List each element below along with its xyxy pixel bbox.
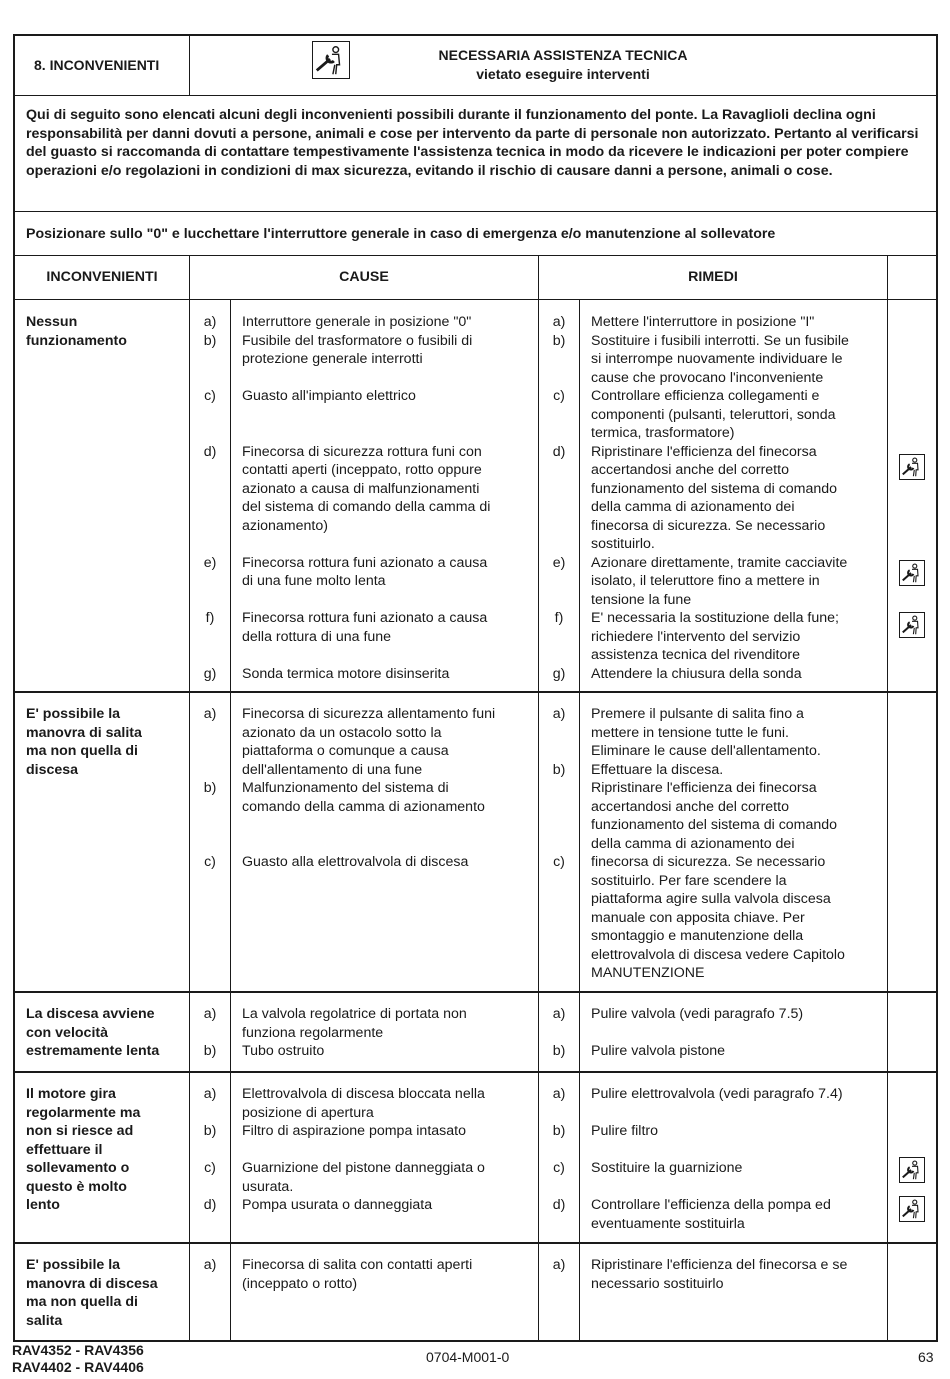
- remedy-text: Controllare l'efficienza della pompa ed: [591, 1197, 831, 1213]
- cause-text: (inceppato o rotto): [242, 1275, 358, 1292]
- cause-text: posizione di apertura: [242, 1104, 374, 1121]
- cause-text: Malfunzionamento del sistema di: [242, 780, 449, 796]
- cause-letter: c): [204, 1160, 216, 1176]
- cause-letter: b): [203, 1123, 217, 1139]
- remedy-text: Premere il pulsante di salita fino a: [591, 706, 804, 722]
- problem-label: La discesa avviene: [26, 1006, 155, 1022]
- problem-label: manovra di salita: [26, 724, 142, 741]
- problem-label: discesa: [26, 761, 79, 778]
- remedy-text: Sostituire la guarnizione: [591, 1160, 743, 1176]
- remedy-text: Azionare direttamente, tramite cacciavite: [591, 554, 848, 571]
- cause-text: Fusibile del trasformatore o fusibili di: [242, 332, 473, 349]
- problem-label: Il motore gira: [26, 1086, 116, 1102]
- remedy-text: Ripristinare l'efficienza del finecorsa e se: [591, 1257, 848, 1273]
- remedy-text: Pulire elettrovalvola (vedi paragrafo 7.4): [591, 1086, 843, 1102]
- col-header-causes: CAUSE: [339, 269, 389, 285]
- problem-label: manovra di discesa: [26, 1275, 158, 1292]
- remedy-letter: c): [553, 854, 565, 870]
- remedy-text: Eliminare le cause dell'allentamento.: [591, 743, 821, 759]
- col-header-remedies: RIMEDI: [688, 269, 738, 285]
- remedy-text: smontaggio e manutenzione della: [591, 928, 804, 944]
- remedy-text: MANUTENZIONE: [591, 965, 705, 981]
- technician-wrench-icon: [899, 1196, 925, 1222]
- cause-text: del sistema di comando della camma di: [242, 499, 491, 515]
- cause-letter: b): [203, 332, 217, 349]
- problem-label: E' possibile la: [26, 1257, 121, 1273]
- problem-label: non si riesce ad: [26, 1123, 134, 1139]
- cause-text: piattaforma o comunque a causa: [242, 743, 449, 759]
- cause-text: di una fune molto lenta: [242, 573, 386, 589]
- assistance-line-2: vietato eseguire interventi: [476, 66, 650, 82]
- remedy-letter: d): [552, 443, 566, 460]
- remedy-text: componenti (pulsanti, teleruttori, sonda: [591, 406, 836, 423]
- remedy-text: Pulire valvola (vedi paragrafo 7.5): [591, 1006, 804, 1022]
- remedy-text: cause che provocano l'inconveniente: [591, 369, 824, 386]
- cause-text: Sonda termica motore disinserita: [242, 665, 450, 682]
- cause-text: Finecorsa rottura funi azionato a causa: [242, 554, 488, 571]
- problem-label: effettuare il: [26, 1141, 103, 1158]
- remedy-letter: g): [552, 665, 566, 682]
- remedy-letter: b): [552, 1123, 566, 1139]
- cause-letter: a): [203, 1257, 217, 1273]
- cause-text: usurata.: [242, 1178, 294, 1195]
- cause-letter: b): [203, 780, 217, 796]
- remedy-text: accertandosi anche del corretto: [591, 798, 789, 815]
- cause-text: Pompa usurata o danneggiata: [242, 1197, 433, 1213]
- remedy-text: finecorsa di sicurezza. Se necessario: [591, 517, 826, 534]
- cause-letter: c): [204, 854, 216, 870]
- problem-label: regolarmente ma: [26, 1104, 141, 1121]
- remedy-letter: c): [553, 1160, 565, 1176]
- remedy-text: Controllare efficienza collegamenti e: [591, 388, 820, 404]
- section-title: 8. INCONVENIENTI: [34, 57, 160, 73]
- remedy-text: funzionamento del sistema di comando: [591, 480, 838, 497]
- cause-text: azionato da un ostacolo sotto la: [242, 724, 442, 741]
- remedy-text: si interrompe nuovamente individuare le: [591, 351, 843, 367]
- assistance-line-1: NECESSARIA ASSISTENZA TECNICA: [438, 47, 688, 63]
- cause-text: dell'allentamento di una fune: [242, 761, 423, 778]
- technician-wrench-icon: [312, 41, 350, 79]
- footer-models-line-1: RAV4352 - RAV4356: [12, 1342, 144, 1358]
- remedy-text: tensione la fune: [591, 591, 692, 608]
- footer-doc-code: 0704-M001-0: [426, 1349, 510, 1365]
- cause-text: protezione generale interrotti: [242, 351, 423, 367]
- cause-text: La valvola regolatrice di portata non: [242, 1006, 467, 1022]
- warning-text: Posizionare sullo "0" e lucchettare l'interruttore generale in caso di emergenza e/o manutenzione al sollevatore: [26, 226, 776, 242]
- remedy-letter: a): [552, 706, 566, 722]
- remedy-text: della camma di azionamento dei: [591, 499, 795, 515]
- technician-wrench-icon: [899, 454, 925, 480]
- remedy-letter: d): [552, 1197, 566, 1213]
- cause-text: della rottura di una fune: [242, 628, 392, 645]
- cause-letter: a): [203, 314, 217, 330]
- technician-wrench-icon: [899, 1157, 925, 1183]
- technician-wrench-icon: [899, 560, 925, 586]
- cause-text: Finecorsa rottura funi azionato a causa: [242, 610, 488, 626]
- cause-text: Tubo ostruito: [242, 1043, 325, 1059]
- technician-wrench-icon: [899, 612, 925, 638]
- problem-label: E' possibile la: [26, 706, 121, 722]
- remedy-text: sostituirlo. Per fare scendere la: [591, 872, 787, 889]
- cause-text: Interruttore generale in posizione "0": [242, 314, 472, 330]
- problem-label: Nessun: [26, 314, 78, 330]
- cause-text: funziona regolarmente: [242, 1024, 384, 1041]
- problem-label: salita: [26, 1312, 63, 1329]
- cause-letter: a): [203, 706, 217, 722]
- remedy-text: necessario sostituirlo: [591, 1275, 724, 1292]
- remedy-letter: a): [552, 1006, 566, 1022]
- cause-text: azionato a causa di malfunzionamenti: [242, 480, 480, 497]
- remedy-text: assistenza tecnica del rivenditore: [591, 647, 800, 663]
- cause-letter: a): [203, 1006, 217, 1022]
- remedy-letter: e): [552, 554, 566, 571]
- remedy-text: finecorsa di sicurezza. Se necessario: [591, 854, 826, 870]
- remedy-text: termica, trasformatore): [591, 425, 735, 441]
- remedy-text: mettere in tensione tutte le funi.: [591, 724, 789, 741]
- cause-text: Filtro di aspirazione pompa intasato: [242, 1123, 466, 1139]
- remedy-letter: a): [552, 1086, 566, 1102]
- remedy-text: Pulire valvola pistone: [591, 1043, 726, 1059]
- remedy-text: Effettuare la discesa.: [591, 761, 724, 778]
- remedy-letter: c): [553, 388, 565, 404]
- intro-paragraph: Qui di seguito sono elencati alcuni degli inconvenienti possibili durante il funzionamento del ponte. La Ravaglioli declina ogni responsabilità per danni dovuti a persone, animali e cose per intervento da parte di personale non autorizzato. Pertanto al verificarsi del guasto si raccomanda di contattare tempestivamente l'assistenza tecnica in modo da ricevere le indicazioni per poter compiere operazioni e/o regolazioni in condizioni di max sicurezza, evitando il rischio di causare danni a persone, animali o cose.: [26, 107, 919, 179]
- remedy-letter: a): [552, 314, 566, 330]
- problem-label: funzionamento: [26, 332, 127, 349]
- remedy-text: accertandosi anche del corretto: [591, 462, 789, 478]
- problem-label: ma non quella di: [26, 743, 138, 759]
- cause-text: Finecorsa di sicurezza rottura funi con: [242, 443, 482, 460]
- cause-letter: e): [203, 554, 217, 571]
- remedy-text: Mettere l'interruttore in posizione "I": [591, 314, 815, 330]
- problem-label: questo è molto: [26, 1178, 127, 1195]
- cause-text: Guasto alla elettrovalvola di discesa: [242, 854, 469, 870]
- remedy-letter: b): [552, 761, 566, 778]
- footer-page-number: 63: [918, 1349, 934, 1365]
- remedy-letter: a): [552, 1257, 566, 1273]
- cause-text: Finecorsa di salita con contatti aperti: [242, 1257, 473, 1273]
- cause-text: Guarnizione del pistone danneggiata o: [242, 1160, 485, 1176]
- remedy-text: eventuamente sostituirla: [591, 1215, 745, 1232]
- remedy-text: manuale con apposita chiave. Per: [591, 909, 805, 926]
- problem-label: estremamente lenta: [26, 1043, 160, 1059]
- remedy-text: isolato, il teleruttore fino a mettere in: [591, 573, 820, 589]
- cause-text: Elettrovalvola di discesa bloccata nella: [242, 1086, 485, 1102]
- remedy-letter: f): [554, 610, 564, 626]
- cause-letter: b): [203, 1043, 217, 1059]
- problem-label: ma non quella di: [26, 1294, 138, 1310]
- cause-text: Finecorsa di sicurezza allentamento funi: [242, 706, 496, 722]
- cause-text: azionamento): [242, 517, 328, 534]
- footer-models-line-2: RAV4402 - RAV4406: [12, 1359, 144, 1375]
- remedy-text: Sostituire i fusibili interrotti. Se un fusibile: [591, 332, 849, 349]
- cause-letter: d): [203, 443, 217, 460]
- remedy-text: sostituirlo.: [591, 536, 655, 552]
- cause-text: Guasto all'impianto elettrico: [242, 388, 416, 404]
- remedy-text: elettrovalvola di discesa vedere Capitolo: [591, 946, 845, 963]
- problem-label: lento: [26, 1197, 60, 1213]
- remedy-text: funzionamento del sistema di comando: [591, 817, 838, 833]
- cause-letter: f): [205, 610, 215, 626]
- remedy-letter: b): [552, 1043, 566, 1059]
- cause-letter: g): [203, 665, 217, 682]
- remedy-text: richiedere l'intervento del servizio: [591, 628, 801, 645]
- remedy-text: Ripristinare l'efficienza dei finecorsa: [591, 780, 817, 796]
- cause-letter: c): [204, 388, 216, 404]
- remedy-text: E' necessaria la sostituzione della fune;: [591, 610, 839, 626]
- remedy-text: piattaforma agire sulla valvola discesa: [591, 891, 831, 907]
- remedy-text: Attendere la chiusura della sonda: [591, 665, 802, 682]
- cause-text: comando della camma di azionamento: [242, 798, 485, 815]
- cause-letter: d): [203, 1197, 217, 1213]
- cause-letter: a): [203, 1086, 217, 1102]
- col-header-problems: INCONVENIENTI: [46, 269, 158, 285]
- remedy-text: Ripristinare l'efficienza del finecorsa: [591, 443, 817, 460]
- remedy-letter: b): [552, 332, 566, 349]
- cause-text: contatti aperti (inceppato, rotto oppure: [242, 462, 482, 478]
- problem-label: sollevamento o: [26, 1160, 130, 1176]
- problem-label: con velocità: [26, 1024, 109, 1041]
- remedy-text: Pulire filtro: [591, 1123, 659, 1139]
- remedy-text: della camma di azionamento dei: [591, 835, 795, 852]
